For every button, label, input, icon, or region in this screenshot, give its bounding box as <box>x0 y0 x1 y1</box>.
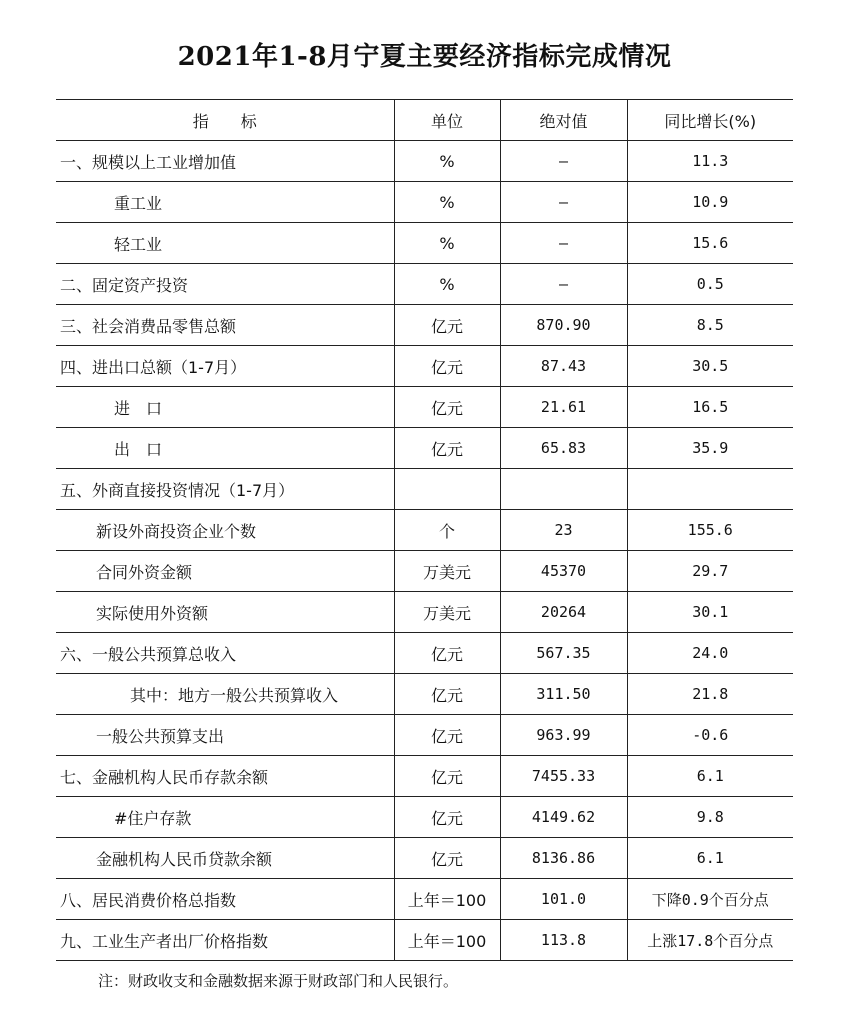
footnote: 注：财政收支和金融数据来源于财政部门和人民银行。 <box>98 972 459 990</box>
row-name: 三、社会消费品零售总额 <box>56 305 394 346</box>
row-unit: 万美元 <box>394 551 500 592</box>
row-growth: 10.9 <box>627 182 793 223</box>
table-row <box>56 182 793 223</box>
header-unit: 单位 <box>394 100 500 141</box>
row-unit: 亿元 <box>394 633 500 674</box>
row-name: 轻工业 <box>56 223 394 264</box>
row-growth: 30.1 <box>627 592 793 633</box>
row-growth: 11.3 <box>627 141 793 182</box>
row-name: 重工业 <box>56 182 394 223</box>
row-unit: 亿元 <box>394 428 500 469</box>
row-name: 出 口 <box>56 428 394 469</box>
table-row <box>56 223 793 264</box>
row-value: — <box>500 264 627 305</box>
row-growth: 30.5 <box>627 346 793 387</box>
row-value: 8136.86 <box>500 838 627 879</box>
row-unit: 亿元 <box>394 346 500 387</box>
row-growth: 8.5 <box>627 305 793 346</box>
row-name: 金融机构人民币贷款余额 <box>56 838 394 879</box>
row-growth: 6.1 <box>627 756 793 797</box>
row-unit: 亿元 <box>394 715 500 756</box>
header-absolute-value: 绝对值 <box>500 100 627 141</box>
table-row <box>56 674 793 715</box>
table-row <box>56 715 793 756</box>
page-title: 2021年1-8月宁夏主要经济指标完成情况 <box>177 42 672 72</box>
table-row <box>56 633 793 674</box>
row-value: 101.0 <box>500 879 627 920</box>
row-growth: 6.1 <box>627 838 793 879</box>
table-row <box>56 592 793 633</box>
row-unit: 个 <box>394 510 500 551</box>
row-name: 二、固定资产投资 <box>56 264 394 305</box>
row-growth: 上涨17.8个百分点 <box>627 920 793 961</box>
row-growth: 21.8 <box>627 674 793 715</box>
row-growth <box>627 469 793 510</box>
table-row <box>56 920 793 961</box>
table-row <box>56 756 793 797</box>
table-row <box>56 879 793 920</box>
row-unit <box>394 469 500 510</box>
table-row <box>56 838 793 879</box>
row-growth: 24.0 <box>627 633 793 674</box>
row-growth: 15.6 <box>627 223 793 264</box>
row-value <box>500 469 627 510</box>
row-name: 六、一般公共预算总收入 <box>56 633 394 674</box>
row-name: 一、规模以上工业增加值 <box>56 141 394 182</box>
row-growth: 155.6 <box>627 510 793 551</box>
row-name: 八、居民消费价格总指数 <box>56 879 394 920</box>
table-row <box>56 346 793 387</box>
row-growth: 29.7 <box>627 551 793 592</box>
table-row <box>56 510 793 551</box>
row-value: — <box>500 141 627 182</box>
table-row <box>56 387 793 428</box>
row-value: 567.35 <box>500 633 627 674</box>
row-value: 23 <box>500 510 627 551</box>
row-name: #住户存款 <box>56 797 394 838</box>
row-value: 87.43 <box>500 346 627 387</box>
header-indicator: 指 标 <box>56 100 394 141</box>
row-value: 45370 <box>500 551 627 592</box>
row-value: 963.99 <box>500 715 627 756</box>
row-value: 113.8 <box>500 920 627 961</box>
row-unit: % <box>394 264 500 305</box>
row-name: 九、工业生产者出厂价格指数 <box>56 920 394 961</box>
row-unit: 亿元 <box>394 305 500 346</box>
row-value: 7455.33 <box>500 756 627 797</box>
row-unit: 亿元 <box>394 797 500 838</box>
row-growth: 16.5 <box>627 387 793 428</box>
table-row <box>56 141 793 182</box>
row-unit: 上年＝100 <box>394 920 500 961</box>
row-name: 七、金融机构人民币存款余额 <box>56 756 394 797</box>
table-row <box>56 428 793 469</box>
table-row <box>56 305 793 346</box>
row-growth: 0.5 <box>627 264 793 305</box>
row-unit: % <box>394 223 500 264</box>
row-unit: 万美元 <box>394 592 500 633</box>
row-name: 合同外资金额 <box>56 551 394 592</box>
row-unit: 亿元 <box>394 756 500 797</box>
row-value: 20264 <box>500 592 627 633</box>
row-name: 新设外商投资企业个数 <box>56 510 394 551</box>
row-name: 进 口 <box>56 387 394 428</box>
row-unit: % <box>394 182 500 223</box>
row-value: — <box>500 182 627 223</box>
row-value: — <box>500 223 627 264</box>
row-name: 五、外商直接投资情况（1-7月） <box>56 469 394 510</box>
row-unit: 亿元 <box>394 838 500 879</box>
table-header-row <box>56 100 793 141</box>
row-unit: 上年＝100 <box>394 879 500 920</box>
row-value: 311.50 <box>500 674 627 715</box>
row-value: 4149.62 <box>500 797 627 838</box>
header-growth: 同比增长(%) <box>627 100 793 141</box>
row-value: 21.61 <box>500 387 627 428</box>
row-name: 四、进出口总额（1-7月） <box>56 346 394 387</box>
row-growth: 35.9 <box>627 428 793 469</box>
row-name: 其中：地方一般公共预算收入 <box>56 674 394 715</box>
row-unit: 亿元 <box>394 674 500 715</box>
row-value: 65.83 <box>500 428 627 469</box>
row-name: 实际使用外资额 <box>56 592 394 633</box>
table-row <box>56 551 793 592</box>
row-value: 870.90 <box>500 305 627 346</box>
row-growth: 9.8 <box>627 797 793 838</box>
row-name: 一般公共预算支出 <box>56 715 394 756</box>
row-unit: % <box>394 141 500 182</box>
indicator-table <box>56 99 793 961</box>
table-row <box>56 797 793 838</box>
row-unit: 亿元 <box>394 387 500 428</box>
table-row <box>56 264 793 305</box>
row-growth: 下降0.9个百分点 <box>627 879 793 920</box>
table-row <box>56 469 793 510</box>
row-growth: -0.6 <box>627 715 793 756</box>
